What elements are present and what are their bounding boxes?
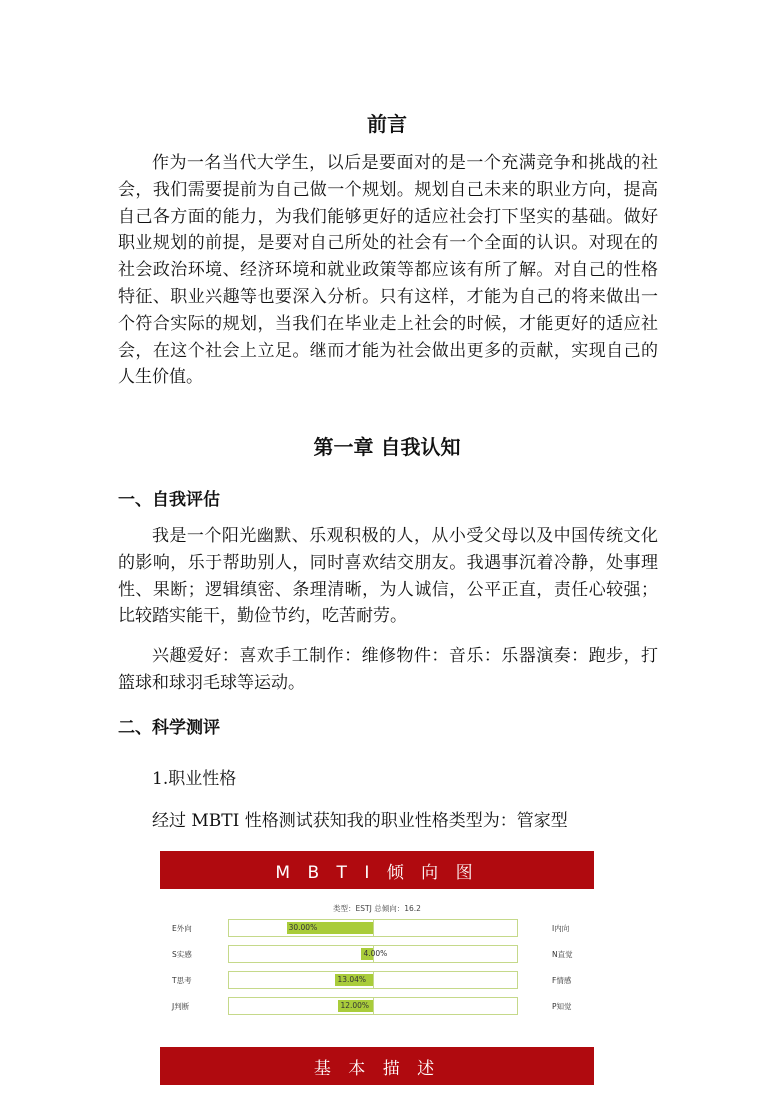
mbti-midline (373, 972, 374, 988)
mbti-tendency-chart (160, 851, 594, 1029)
mbti-left-label: T思考 (172, 976, 192, 985)
mbti-row (160, 919, 594, 939)
section-self-assessment-heading: 一、自我评估 (118, 490, 220, 510)
mbti-row (160, 945, 594, 965)
mbti-track (228, 919, 518, 937)
mbti-track (228, 997, 518, 1015)
mbti-bar-label: 4.00% (363, 949, 388, 958)
mbti-bar-label: 13.04% (337, 975, 367, 984)
preface-body: 作为一名当代大学生，以后是要面对的是一个充满竞争和挑战的社会，我们需要提前为自己做一个规划。规划自己未来的职业方向，提高自己各方面的能力，为我们能够更好的适应社会打下坚实的基础。做好职业规划的前提，是要对自己所处的社会有一个全面的认识。对现在的社会政治环境、经济环境和就业政策等都应该有所了解。对自己的性格特征、职业兴趣等也要深入分析。只有这样，才能为自己的将来做出一个符合实际的规划，当我们在毕业走上社会的时候，才能更好的适应社会，在这个社会上立足。继而才能为社会做出更多的贡献，实现自己的人生价值。 (118, 153, 658, 388)
mbti-left-label: J判断 (172, 1002, 190, 1011)
mbti-midline (373, 920, 374, 936)
mbti-left-label: E外向 (172, 924, 192, 933)
mbti-right-label: N直觉 (552, 950, 573, 959)
hobbies-paragraph: 兴趣爱好：喜欢手工制作：维修物件：音乐：乐器演奏：跑步，打篮球和球羽毛球等运动。 (118, 646, 658, 693)
mbti-row (160, 971, 594, 991)
mbti-track (228, 971, 518, 989)
section-assessment-heading: 二、科学测评 (118, 718, 220, 738)
mbti-midline (373, 998, 374, 1014)
mbti-track (228, 945, 518, 963)
mbti-result-line: 经过 MBTI 性格测试获知我的职业性格类型为：管家型 (152, 811, 568, 831)
mbti-right-label: I内向 (552, 924, 570, 933)
mbti-right-label: F情感 (552, 976, 572, 985)
mbti-banner: M B T I 倾 向 图 (160, 851, 594, 889)
mbti-left-label: S实感 (172, 950, 192, 959)
mbti-subtitle: 类型：ESTJ 总倾向：16.2 (333, 904, 421, 913)
mbti-bar-label: 30.00% (288, 923, 318, 932)
mbti-right-label: P知觉 (552, 1002, 572, 1011)
chapter1-title: 第一章 自我认知 (313, 435, 461, 459)
career-personality-item: 1.职业性格 (152, 769, 237, 789)
mbti-bar-label: 12.00% (340, 1001, 370, 1010)
mbti-row (160, 997, 594, 1017)
basic-description-banner: 基 本 描 述 (160, 1047, 594, 1085)
preface-title: 前言 (367, 112, 407, 136)
self-assessment-paragraph: 我是一个阳光幽默、乐观积极的人，从小受父母以及中国传统文化的影响，乐于帮助别人，同时喜欢结交朋友。我遇事沉着冷静，处事理性、果断；逻辑缜密、条理清晰，为人诚信，公平正直，责任心较强；比较踏实能干，勤俭节约，吃苦耐劳。 (118, 526, 658, 627)
